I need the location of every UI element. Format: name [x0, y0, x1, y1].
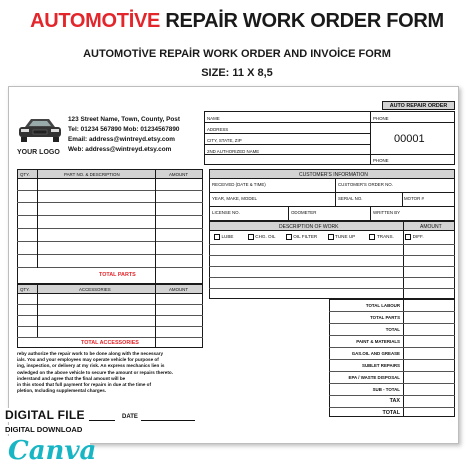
total-labour-label: TOTAL LABOUR — [365, 303, 400, 308]
page-size: SIZE: 11 X 8,5 — [201, 67, 273, 79]
grand-total-label: TOTAL — [382, 410, 400, 416]
total-parts-label: TOTAL PARTS — [99, 272, 136, 278]
shop-address: 123 Street Name, Town, County, Post — [68, 116, 180, 123]
sub-total-label: SUB - TOTAL — [372, 387, 400, 392]
tune-up-checkbox[interactable] — [328, 234, 334, 240]
totals-parts-label: TOTAL PARTS — [370, 315, 400, 320]
accessories-qty-header: QTY. — [20, 287, 30, 292]
name-field-label: NAME — [207, 116, 220, 121]
logo-text: YOUR LOGO — [17, 149, 60, 156]
change-oil-checkbox[interactable] — [248, 234, 254, 240]
phone-field-label: PHONE — [373, 116, 389, 121]
title-black-part: REPAİR WORK ORDER FORM — [165, 10, 444, 32]
customer-info-title: CUSTOMER'S INFORMATION — [299, 172, 368, 178]
address-field-label: ADDRESS — [207, 127, 229, 132]
paint-materials-label: PAINT & MATERIALS — [356, 339, 400, 344]
received-label: RECEIVED (DATE & TIME) — [212, 182, 266, 187]
order-number: 00001 — [394, 133, 425, 145]
page-title — [0, 10, 474, 33]
auto-repair-order-badge: AUTO REPAIR ORDER — [382, 101, 455, 110]
license-label: LICENSE NO. — [212, 210, 240, 215]
total-accessories-label: TOTAL ACCESSORIES — [81, 340, 139, 346]
gas-oil-grease-label: GAS.OIL AND GREASE — [351, 351, 400, 356]
page-subtitle: AUTOMOTİVE REPAİR WORK ORDER AND INVOİCE FORM — [83, 48, 391, 60]
totals-total-label: TOTAL — [385, 327, 400, 332]
serial-no-label: SERIAL NO. — [338, 196, 363, 201]
year-make-model-label: YEAR, MAKE, MODEL — [212, 196, 257, 201]
date-line — [141, 420, 195, 421]
tax-label: TAX — [389, 398, 400, 404]
parts-description-header: PART NO. & DESCRIPTION — [64, 172, 120, 177]
digital-download-label: DIGITAL DOWNLOAD — [5, 425, 83, 434]
transmission-checkbox[interactable] — [369, 234, 375, 240]
work-amount-header: AMOUNT — [420, 224, 442, 230]
canva-logo: Canva — [8, 436, 97, 466]
date-label: DATE — [122, 414, 138, 420]
motor-label: MOTOR # — [404, 196, 424, 201]
authorization-text: reby authorize the repair work to be done along with the necessary ials. You and your employees may operate vehicle for purpose of ing, inspection, or delivery at my risk. An express mechanics lien is owledged on the above vehicle to secure the amount or repairs thereto. inderstand and agree that the final amount will be in this stood that full payment for repairs in due at the time of pletion, Including supplemental charges. — [17, 351, 173, 394]
work-options: LUBE CHG. OIL OIL FILTER TUNE UP TRANS. DIFF. — [214, 234, 424, 240]
parts-qty-header: QTY. — [20, 172, 30, 177]
odometer-label: ODOMETER — [291, 210, 317, 215]
car-icon — [17, 115, 63, 145]
second-name-field-label: 2ND AUTHORIZED NAME — [207, 149, 260, 154]
accessories-header: ACCESSORIES — [79, 287, 111, 292]
sublet-repairs-label: SUBLET REPAIRS — [362, 363, 400, 368]
written-by-label: WRITTEN BY — [373, 210, 401, 215]
epa-waste-label: EPA / WASTE DISPOSAL — [348, 375, 400, 380]
differential-checkbox[interactable] — [405, 234, 411, 240]
oil-filter-checkbox[interactable] — [286, 234, 292, 240]
customer-order-label: CUSTOMER'S ORDER NO. — [338, 182, 393, 187]
accessories-amount-header: AMOUNT — [169, 287, 189, 292]
parts-amount-header: AMOUNT — [169, 172, 189, 177]
title-red-part: AUTOMOTİVE — [30, 10, 161, 32]
work-order-sheet — [8, 86, 459, 444]
shop-web: Web: address@wintreyd.etsy.com — [68, 146, 172, 153]
shop-phone: Tel: 01234 567890 Mob: 01234567890 — [68, 126, 180, 133]
shop-email: Email: address@wintreyd.etsy.com — [68, 136, 175, 143]
city-field-label: CITY, STATE, ZIP — [207, 138, 242, 143]
description-of-work-header: DESCRIPTION OF WORK — [279, 224, 339, 230]
lube-checkbox[interactable] — [214, 234, 220, 240]
phone2-field-label: PHONE — [373, 158, 389, 163]
signature-line — [89, 420, 115, 421]
digital-file-label: DIGITAL FILE — [5, 408, 85, 422]
